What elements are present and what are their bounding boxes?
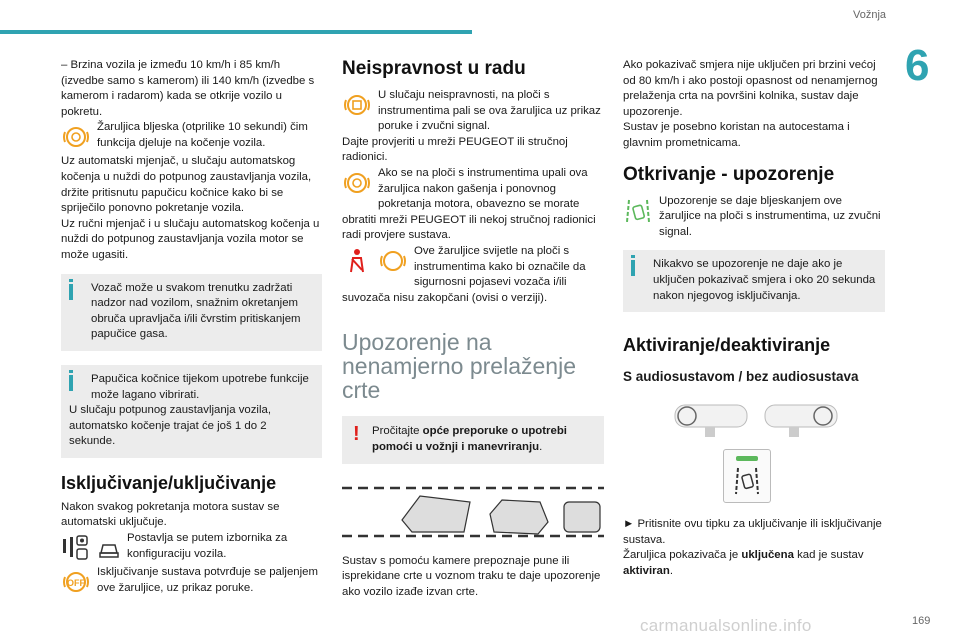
- info-text: Papučica kočnice tijekom upotrebe funkcije može lagano vibrirati.: [91, 372, 309, 401]
- brake-fault-icon: [342, 168, 372, 198]
- seatbelt-icon: [342, 246, 372, 276]
- icon-paragraph: [342, 166, 604, 244]
- info-box: [61, 274, 322, 351]
- section-heading: Otkrivanje - upozorenje: [623, 163, 835, 185]
- paragraph: Uz ručni mjenjač i u slučaju automatskog kočenja u nuždi do potpunog zaustavljanja vozila motor se može ugasiti.: [61, 217, 320, 261]
- passenger-airbag-icon: [378, 246, 408, 276]
- paragraph: Sustav je posebno koristan na autocestama i glavnim prometnicama.: [623, 121, 850, 149]
- column-3: [623, 58, 885, 580]
- column-1: [61, 58, 322, 599]
- lane-departure-icon: [732, 466, 762, 496]
- page-number: 169: [912, 615, 931, 627]
- car-settings-icon: [97, 533, 121, 563]
- paragraph: Upozorenje se daje bljeskanjem ove žaruljice na ploči s instrumentima, uz zvučni signal.: [659, 194, 881, 238]
- warning-box: [342, 416, 604, 463]
- paragraph: Sustav s pomoću kamere prepoznaje pune ili isprekidane crte u voznom traku te daje upozorenje ako vozilo izađe izvan crte.: [342, 554, 601, 598]
- section-heading: Upozorenje na nenamjerno prelaženje crte: [342, 329, 576, 404]
- paragraph: – Brzina vozila je između 10 km/h i 85 km/h (izvedbe samo s kamerom) ili 140 km/h (izvedbe s kamerom i radarom) kada se otkrije vozilo u pokretu.: [61, 59, 315, 118]
- paragraph: Ako se na ploči s instrumentima upali ova žaruljica nakon gašenja i ponovnog pokretanja motora, obavezno se morate obratiti mreži PEUGEOT ili nekoj stručnoj radionici radi provjere sustava.: [342, 166, 596, 242]
- sub-heading: S audiosustavom / bez audiosustava: [623, 369, 859, 385]
- brake-warning-icon: [61, 122, 91, 152]
- warning-icon: !: [353, 423, 360, 446]
- lane-departure-icon: [623, 196, 653, 226]
- section-heading: Isključivanje/uključivanje: [61, 472, 277, 493]
- top-accent-bar: [0, 30, 472, 34]
- paragraph: Isključivanje sustava potvrđuje se paljenjem ove žaruljice, uz prikaz poruke.: [97, 566, 318, 594]
- paragraph: Ako pokazivač smjera nije uključen pri brzini većoj od 80 km/h i ako postoji opasnost od nenamjernog prelaženja crta na površini kolnika, sustav daje upozorenje.: [623, 59, 878, 118]
- svg-text:OFF: OFF: [67, 578, 85, 589]
- lane-assist-button[interactable]: [723, 449, 771, 503]
- info-box: [61, 365, 322, 458]
- paragraph: Žaruljica pokazivača je uključena kad je sustav aktiviran.: [623, 549, 864, 577]
- icon-paragraph: [61, 531, 322, 565]
- column-2: [342, 58, 604, 600]
- settings-menu-icon: [61, 533, 91, 563]
- section-heading: Neispravnost u radu: [342, 58, 526, 79]
- paragraph: Nakon svakog pokretanja motora sustav se automatski uključuje.: [61, 500, 280, 529]
- paragraph: ► Pritisnite ovu tipku za uključivanje ili isključivanje sustava.: [623, 518, 882, 546]
- info-text: Nikakvo se upozorenje ne daje ako je uključen pokazivač smjera i oko 20 sekunda nakon njegovog isključivanja.: [653, 258, 876, 302]
- paragraph: Žaruljica bljeska (otprilike 10 sekundi) čim funkcija djeluje na kočenje vozila.: [97, 121, 308, 149]
- section-heading: Aktiviranje/deaktiviranje: [623, 335, 831, 356]
- info-icon: [69, 284, 73, 300]
- steering-wheel-illustration: [623, 397, 885, 441]
- system-fault-icon: [342, 90, 372, 120]
- section-title: Vožnja: [853, 9, 887, 21]
- info-icon: [69, 375, 73, 391]
- info-icon: [631, 260, 635, 276]
- paragraph: U slučaju neispravnosti, na ploči s instrumentima pali se ova žaruljica uz prikaz poruke i zvučni signal.: [378, 89, 601, 133]
- info-box: [623, 250, 885, 312]
- paragraph: Ove žaruljice svijetle na ploči s instrumentima kako bi označile da sigurnosni pojasevi vozača i/ili suvozača nisu zakopčani (ovisi o verziji).: [342, 244, 586, 304]
- info-text: Vozač može u svakom trenutku zadržati nadzor nad vozilom, snažnim okretanjem obruča upravljača i/ili čvrstim pritiskanjem papučice gasa.: [91, 281, 301, 341]
- indicator-led: [736, 456, 758, 461]
- icon-paragraph: [61, 120, 322, 154]
- brake-off-warning-icon: [61, 567, 91, 597]
- paragraph: Postavlja se putem izbornika za konfiguraciju vozila.: [127, 532, 288, 560]
- icon-paragraph: [623, 194, 885, 241]
- icon-paragraph: [342, 88, 604, 135]
- chapter-number: 6: [905, 41, 930, 90]
- icon-paragraph: [342, 244, 604, 306]
- info-text: U slučaju potpunog zaustavljanja vozila, automatsko kočenje trajat će još 1 do 2 sekunde.: [69, 404, 271, 448]
- lane-departure-illustration: [342, 482, 604, 542]
- paragraph: Uz automatski mjenjač, u slučaju automatskog kočenja u nuždi do potpunog zaustavljanja vozila, držite pritisnutu papučicu kočnice kako bi se spriječilo ponovno pokretanje vozila.: [61, 155, 312, 215]
- paragraph: Dajte provjeriti u mreži PEUGEOT ili stručnoj radionici.: [342, 135, 568, 164]
- watermark: carmanualsonline.info: [640, 616, 812, 635]
- warning-text: Pročitajte opće preporuke o upotrebi pomoći u vožnji i manevriranju.: [372, 425, 567, 453]
- icon-paragraph: [61, 565, 322, 599]
